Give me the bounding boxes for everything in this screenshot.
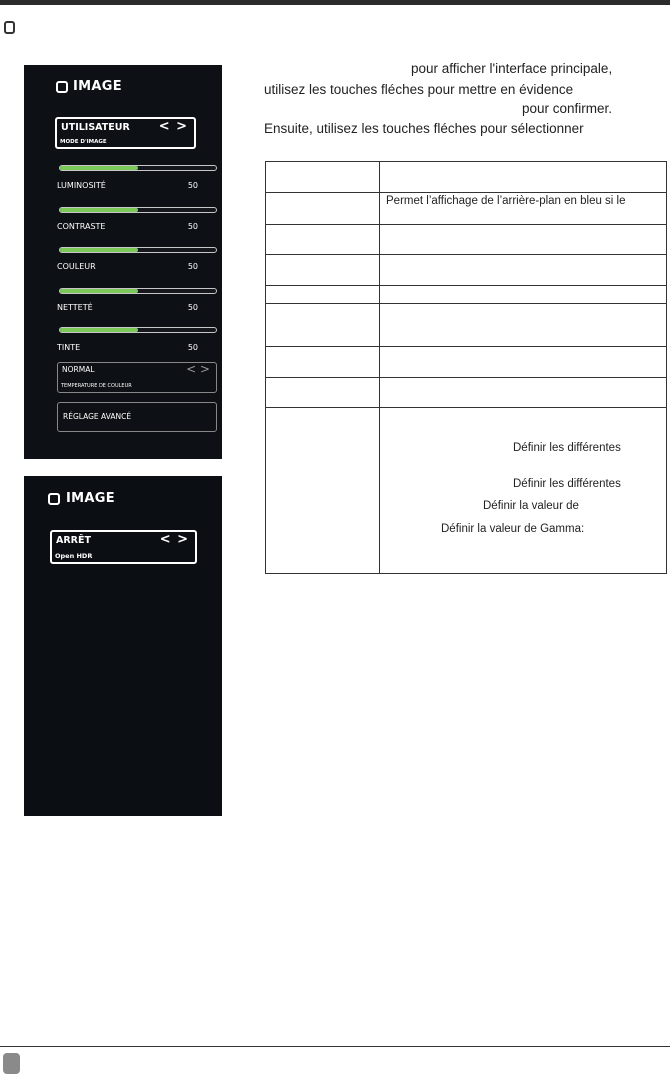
row-divider [266,346,666,347]
menu-title: IMAGE [66,491,115,506]
row-divider [266,285,666,286]
table-row-2-description: Permet l’affichage de l’arrière-plan en bleu si le [386,195,626,207]
section-square-icon [4,21,15,34]
color-temperature-selector[interactable] [57,362,217,393]
image-square-icon [56,81,68,93]
advanced-settings-button[interactable] [57,402,217,432]
color-slider[interactable] [59,247,217,253]
advanced-settings-label: RÉGLAGE AVANCÉ [63,412,132,421]
picture-mode-value: UTILISATEUR [61,122,130,133]
color-temperature-arrows[interactable]: < > [186,362,210,376]
open-hdr-selector[interactable] [50,530,197,564]
intro-line-4: Ensuite, utilisez les touches fléches pour sélectionner [264,121,584,136]
contrast-label: CONTRASTE [57,222,106,231]
top-rule [0,0,670,5]
sharpness-value: 50 [187,303,198,312]
tint-slider[interactable] [59,327,217,333]
image-menu-screenshot [24,65,222,459]
picture-mode-arrows[interactable]: < > [158,119,188,134]
open-hdr-value: ARRÊT [56,535,91,546]
page-number-badge [3,1053,20,1074]
tint-label: TINTE [57,343,81,352]
sharpness-label: NETTETÉ [57,303,93,312]
table-last-row-line-1: Définir les différentes [513,442,621,454]
brightness-fill [60,166,138,170]
color-label: COULEUR [57,262,96,271]
sharpness-slider[interactable] [59,288,217,294]
bottom-rule [0,1046,670,1047]
brightness-value: 50 [187,181,198,190]
intro-line-3: pour confirmer. [522,101,613,116]
intro-line-2: utilisez les touches fléches pour mettre en évidence [264,82,574,97]
table-last-row-line-4: Définir la valeur de Gamma: [441,523,585,535]
intro-line-1: pour afficher l'interface principale, [411,61,613,76]
contrast-value: 50 [187,222,198,231]
open-hdr-label: Open HDR [55,552,93,560]
table-last-row-line-3: Définir la valeur de [483,500,579,512]
menu-title: IMAGE [73,79,122,94]
color-value: 50 [187,262,198,271]
hdr-menu-screenshot [24,476,222,816]
color-temperature-value: NORMAL [62,365,95,374]
color-temperature-label: TEMPERATURE DE COULEUR [61,383,132,389]
row-divider [266,303,666,304]
contrast-fill [60,208,138,212]
color-fill [60,248,138,252]
tint-fill [60,328,138,332]
image-square-icon [48,493,60,505]
row-divider [266,224,666,225]
table-last-row-line-2: Définir les différentes [513,478,621,490]
brightness-slider[interactable] [59,165,217,171]
sharpness-fill [60,289,138,293]
picture-mode-selector[interactable] [55,117,196,149]
open-hdr-arrows[interactable]: < > [159,532,189,547]
row-divider [266,192,666,193]
settings-table [265,161,667,574]
picture-mode-label: MODE D'IMAGE [60,139,107,145]
row-divider [266,377,666,378]
brightness-label: LUMINOSITÉ [57,181,106,190]
row-divider [266,254,666,255]
contrast-slider[interactable] [59,207,217,213]
row-divider [266,407,666,408]
tint-value: 50 [187,343,198,352]
